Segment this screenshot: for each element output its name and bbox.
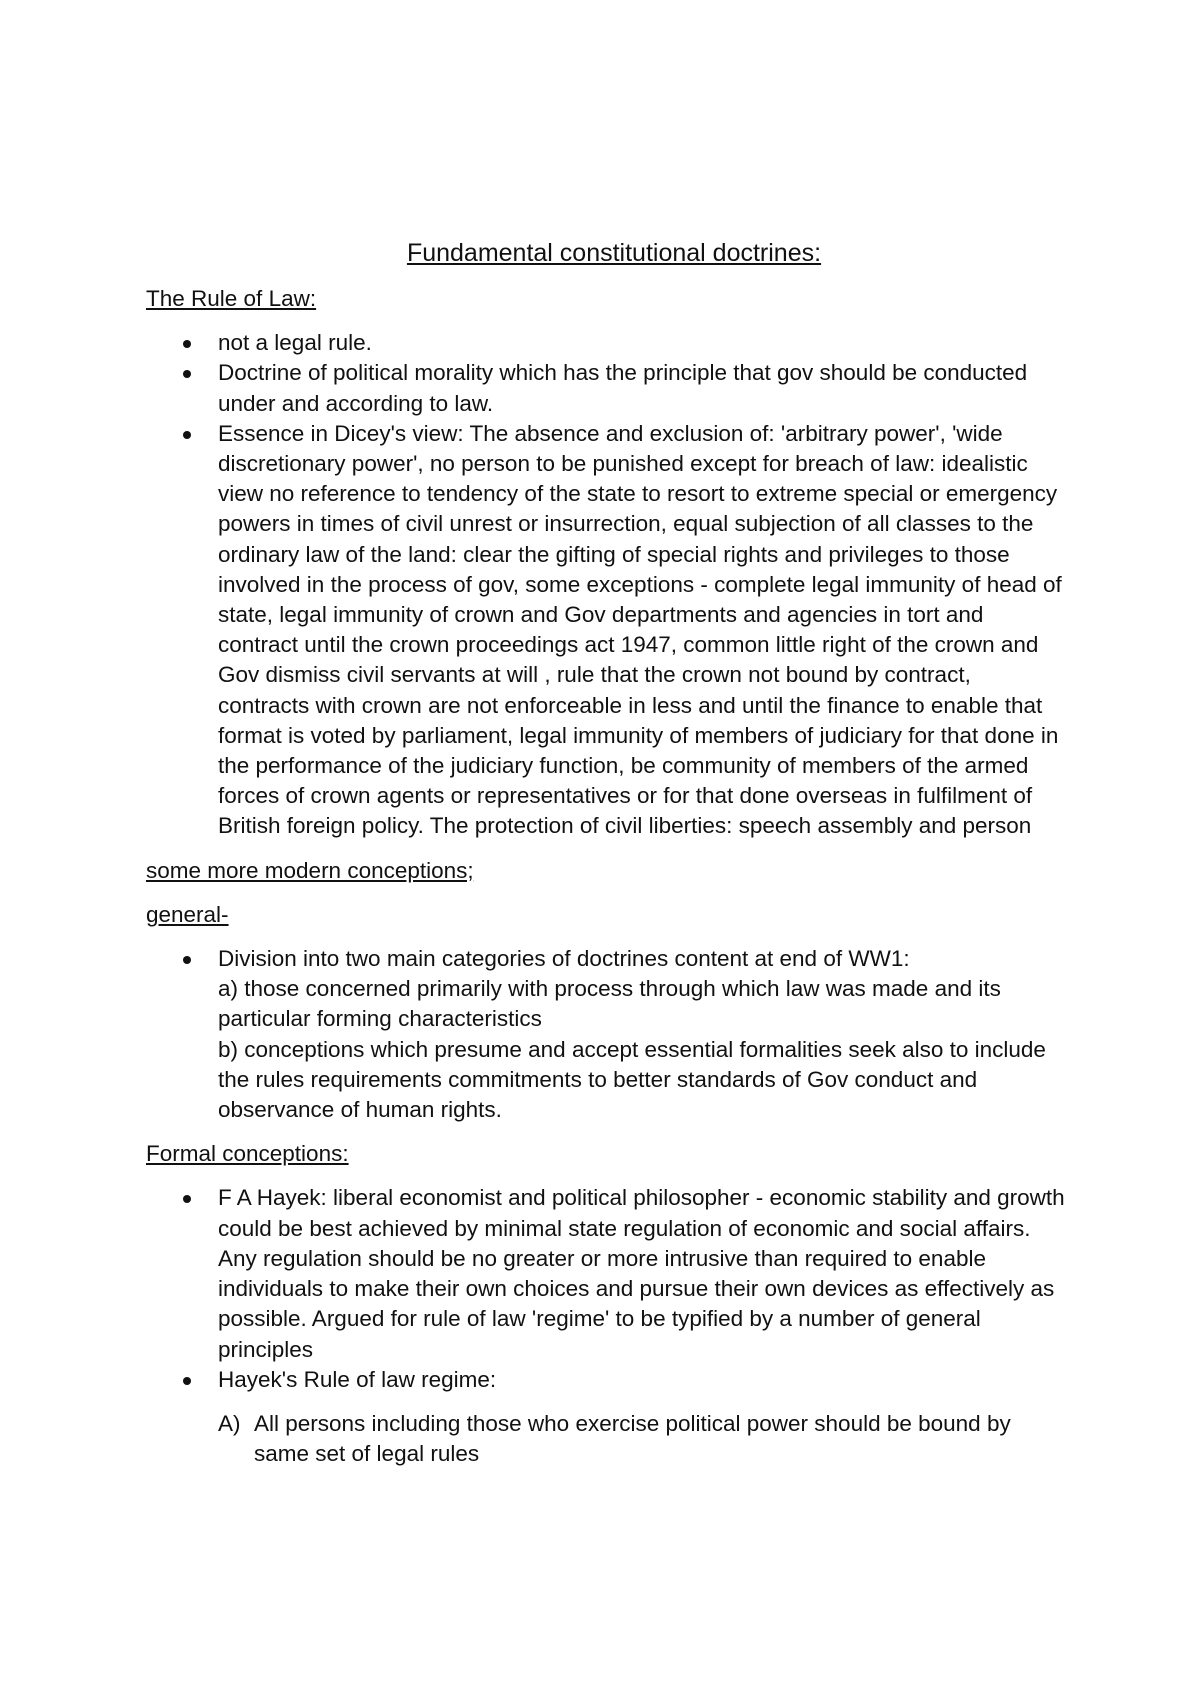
alpha-item-text: All persons including those who exercise political power should be bound by same set of legal rules (254, 1410, 1011, 1467)
bullet-icon (183, 956, 191, 964)
bullet-icon (183, 370, 191, 378)
list-item (146, 328, 1066, 358)
category-a-text: a) those concerned primarily with process through which law was made and its particular forming characteristics (218, 976, 1001, 1032)
general-list (146, 944, 1066, 1125)
section-heading-modern-conceptions: some more modern conceptions; (146, 857, 474, 883)
alpha-marker: A) (218, 1410, 241, 1436)
category-b-text: b) conceptions which presume and accept essential formalities seek also to include the rules requirements commitments to better standards of Gov conduct and observance of human rights. (218, 1036, 1046, 1123)
list-item-text: Essence in Dicey's view: The absence and exclusion of: 'arbitrary power', 'wide discretionary power', no person to be punished except for breach of law: idealistic view no reference to tendency of the state to resort to extreme special or emergency powers in times of civil unrest or insurrection, equal subjection of all classes to the ordinary law of the land: clear the gifting of special rights and privileges to those involved in the process of gov, some exceptions - complete legal immunity of head of state, legal immunity of crown and Gov departments and agencies in tort and contract until the crown proceedings act 1947, common little right of the crown and Gov dismiss civil servants at will , rule that the crown not bound by contract, contracts with crown are not enforceable in less and until the finance to enable that format is voted by parliament, legal immunity of members of judiciary for that done in the performance of the judiciary function, be community of members of the armed forces of crown agents or representatives or for that done overseas in fulfilment of British foreign policy. The protection of civil liberties: speech assembly and person (218, 420, 1062, 839)
list-item (146, 358, 1066, 418)
document-title: Fundamental constitutional doctrines: (406, 239, 822, 267)
rule-of-law-list (146, 328, 1066, 841)
document-content (146, 236, 1066, 1469)
list-item (146, 944, 1066, 1125)
list-item-text: Doctrine of political morality which has the principle that gov should be conducted under and according to law. (218, 360, 1028, 416)
list-item-text: Division into two main categories of doctrines content at end of WW1: (218, 946, 910, 972)
bullet-icon (183, 340, 191, 348)
bullet-icon (183, 1377, 191, 1385)
list-item-text: Hayek's Rule of law regime: (218, 1366, 497, 1392)
section-heading-general: general- (146, 901, 229, 927)
list-item (146, 1183, 1066, 1364)
section-heading-formal-conceptions: Formal conceptions: (146, 1141, 349, 1167)
list-item-text: not a legal rule. (218, 330, 372, 356)
alpha-list-item (146, 1409, 1066, 1469)
list-item-text: F A Hayek: liberal economist and political philosopher - economic stability and growth could be best achieved by minimal state regulation of economic and social affairs. Any regulation should be no greater or more intrusive than required to enable individuals to make their own choices and pursue their own devices as effectively as possible. Argued for rule of law 'regime' to be typified by a number of general principles (218, 1185, 1065, 1362)
list-item (146, 1365, 1066, 1395)
formal-conceptions-list (146, 1183, 1066, 1394)
section-heading-rule-of-law: The Rule of Law: (146, 286, 317, 311)
list-item (146, 419, 1066, 842)
bullet-icon (183, 431, 191, 439)
bullet-icon (183, 1195, 191, 1203)
